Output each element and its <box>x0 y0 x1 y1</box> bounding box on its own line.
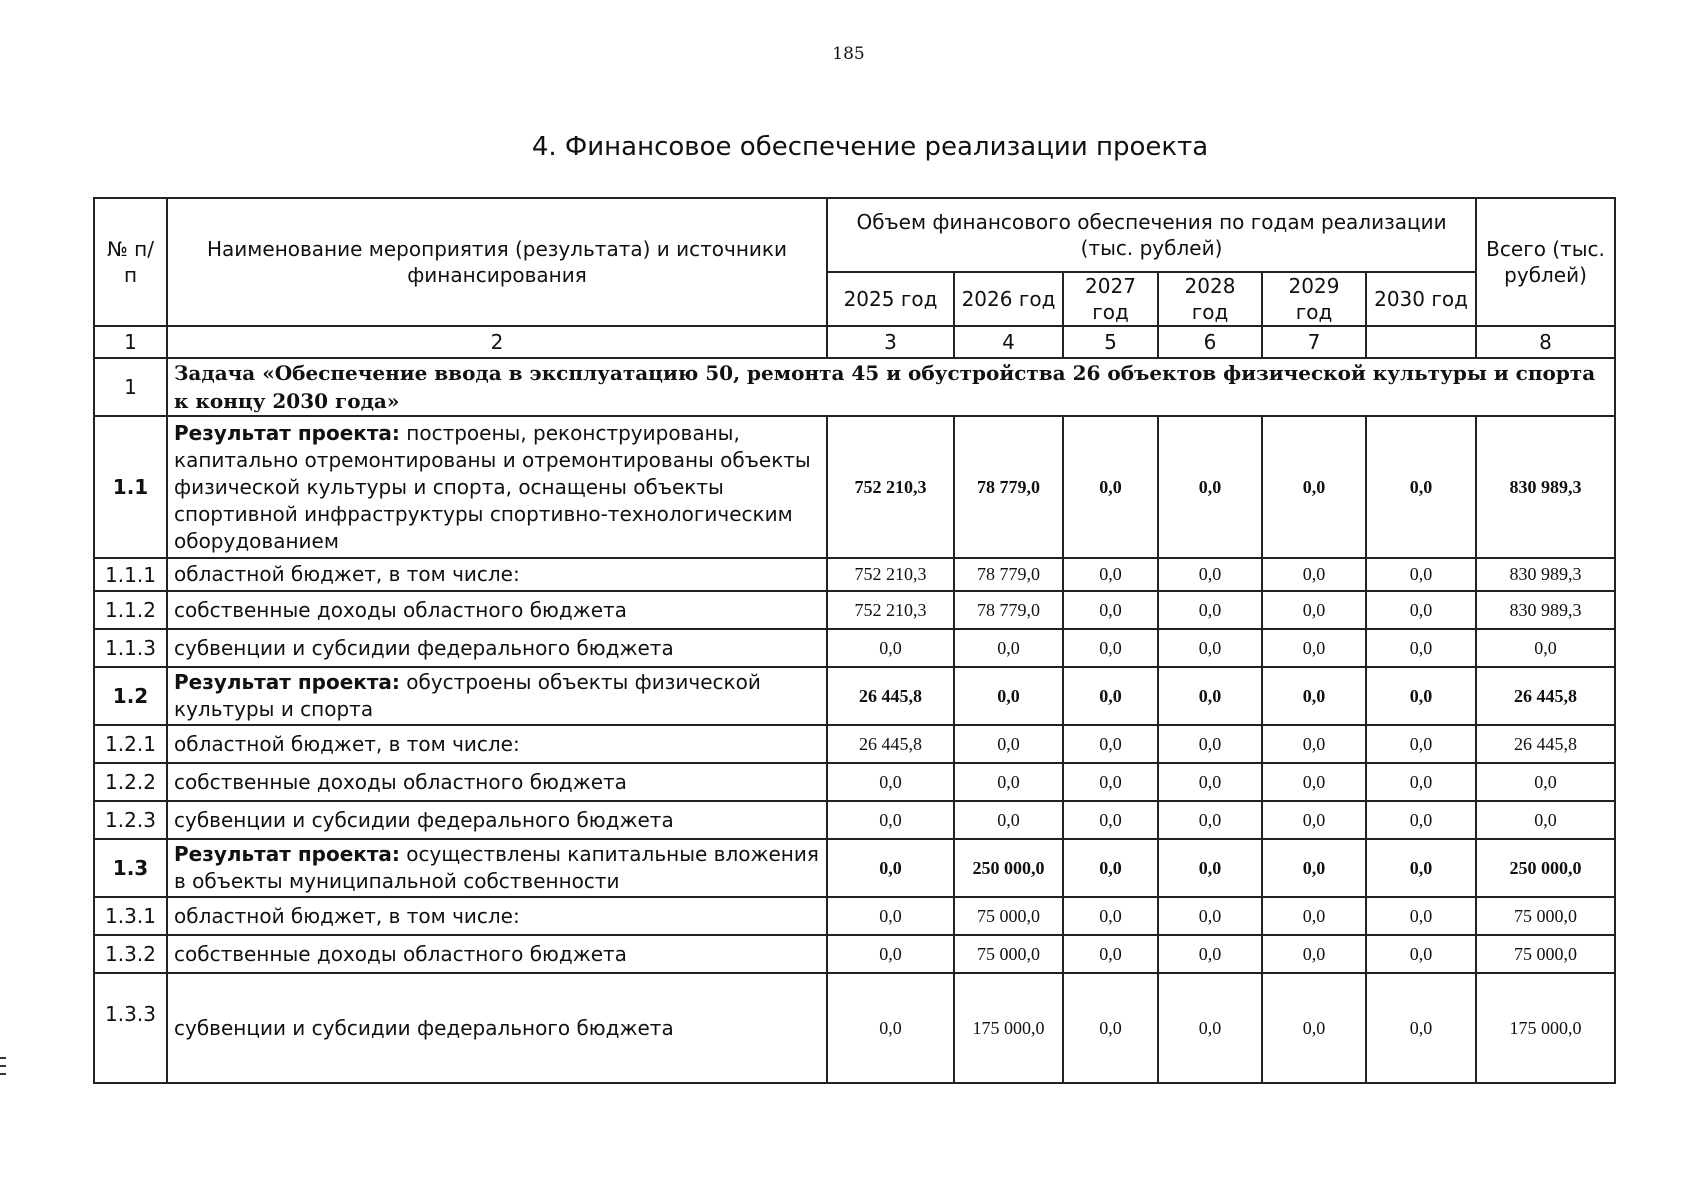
row-value: 26 445,8 <box>827 725 954 763</box>
result-label: Результат проекта: <box>174 842 400 866</box>
row-label <box>167 801 827 839</box>
row-value: 0,0 <box>1366 763 1476 801</box>
result-label: Результат проекта: <box>174 420 400 445</box>
row-value: 250 000,0 <box>954 839 1063 897</box>
row-label-text: осуществлены капитальные вложения в объекты муниципальной собственности <box>174 842 819 893</box>
row-value: 0,0 <box>1063 667 1158 725</box>
row-value: 0,0 <box>1366 897 1476 935</box>
row-number: 1.2.1 <box>94 725 167 763</box>
row-total: 830 989,3 <box>1476 591 1615 629</box>
row-label-text: областной бюджет, в том числе: <box>174 562 520 586</box>
row-total: 250 000,0 <box>1476 839 1615 897</box>
header-year: 2029 год <box>1262 272 1366 326</box>
row-total: 75 000,0 <box>1476 897 1615 935</box>
row-value: 0,0 <box>1158 667 1262 725</box>
row-value: 0,0 <box>1366 973 1476 1083</box>
row-value: 0,0 <box>1063 839 1158 897</box>
header-year: 2025 год <box>827 272 954 326</box>
row-label-text: построены, реконструированы, капитально отремонтированы и отремонтированы объекты физической культуры и спорта, оснащены объекты спортивной инфраструктуры спортивно-технологическим оборудованием <box>174 420 811 553</box>
table-row <box>94 763 1615 801</box>
row-value: 0,0 <box>1262 763 1366 801</box>
row-value: 78 779,0 <box>954 416 1063 558</box>
row-value: 0,0 <box>1262 973 1366 1083</box>
row-total: 0,0 <box>1476 801 1615 839</box>
table-row <box>94 801 1615 839</box>
row-value: 0,0 <box>1063 629 1158 667</box>
row-label <box>167 763 827 801</box>
row-value: 0,0 <box>954 667 1063 725</box>
row-value: 0,0 <box>1366 629 1476 667</box>
task-row <box>94 358 1615 416</box>
table-row <box>94 629 1615 667</box>
row-total: 830 989,3 <box>1476 416 1615 558</box>
col-number: 5 <box>1063 326 1158 358</box>
col-number: 6 <box>1158 326 1262 358</box>
header-volume: Объем финансового обеспечения по годам реализации (тыс. рублей) <box>827 198 1476 272</box>
row-label-text: собственные доходы областного бюджета <box>174 941 627 966</box>
header-year: 2027 год <box>1063 272 1158 326</box>
row-total: 830 989,3 <box>1476 558 1615 591</box>
row-value: 0,0 <box>1063 416 1158 558</box>
row-label <box>167 629 827 667</box>
table-row <box>94 897 1615 935</box>
row-value: 0,0 <box>1063 801 1158 839</box>
row-value: 0,0 <box>1262 897 1366 935</box>
header-row-1 <box>94 198 1615 272</box>
row-value: 0,0 <box>1158 801 1262 839</box>
col-number: 1 <box>94 326 167 358</box>
row-value: 0,0 <box>827 801 954 839</box>
col-number: 3 <box>827 326 954 358</box>
row-number: 1.1.2 <box>94 591 167 629</box>
row-number: 1.1 <box>94 416 167 558</box>
row-value: 0,0 <box>827 935 954 973</box>
row-value: 0,0 <box>1158 935 1262 973</box>
row-value: 0,0 <box>1158 839 1262 897</box>
row-label <box>167 416 827 558</box>
table-body <box>94 416 1615 1083</box>
row-label-text: областной бюджет, в том числе: <box>174 731 520 756</box>
header-total: Всего (тыс. рублей) <box>1476 198 1615 326</box>
row-total: 75 000,0 <box>1476 935 1615 973</box>
row-value: 0,0 <box>1262 801 1366 839</box>
row-value: 0,0 <box>1262 839 1366 897</box>
table-row <box>94 935 1615 973</box>
row-label <box>167 667 827 725</box>
row-label-text: субвенции и субсидии федерального бюджета <box>174 807 674 832</box>
row-number: 1.1.3 <box>94 629 167 667</box>
row-value: 0,0 <box>1262 935 1366 973</box>
row-value: 752 210,3 <box>827 591 954 629</box>
row-total: 26 445,8 <box>1476 725 1615 763</box>
row-value: 0,0 <box>1063 897 1158 935</box>
header-name: Наименование мероприятия (результата) и источники финансирования <box>167 198 827 326</box>
row-value: 0,0 <box>1158 416 1262 558</box>
row-value: 0,0 <box>1063 763 1158 801</box>
row-value: 0,0 <box>1366 725 1476 763</box>
table-row <box>94 558 1615 591</box>
header-num: № п/п <box>94 198 167 326</box>
row-value: 0,0 <box>1366 416 1476 558</box>
row-label <box>167 725 827 763</box>
row-value: 0,0 <box>1158 973 1262 1083</box>
row-value: 752 210,3 <box>827 558 954 591</box>
row-value: 0,0 <box>1158 629 1262 667</box>
col-number <box>1366 326 1476 358</box>
table-row <box>94 591 1615 629</box>
row-value: 0,0 <box>1262 558 1366 591</box>
task-num: 1 <box>94 358 167 416</box>
header-year: 2026 год <box>954 272 1063 326</box>
section-title: 4. Финансовое обеспечение реализации проекта <box>531 132 1209 162</box>
row-value: 0,0 <box>827 629 954 667</box>
row-label-text: собственные доходы областного бюджета <box>174 597 627 622</box>
row-label-text: областной бюджет, в том числе: <box>174 903 520 928</box>
row-label <box>167 935 827 973</box>
row-value: 0,0 <box>954 801 1063 839</box>
column-number-row <box>94 326 1615 358</box>
row-value: 0,0 <box>1158 591 1262 629</box>
row-value: 0,0 <box>1158 897 1262 935</box>
row-number: 1.2.2 <box>94 763 167 801</box>
row-value: 0,0 <box>1063 725 1158 763</box>
row-label <box>167 897 827 935</box>
row-value: 0,0 <box>1158 725 1262 763</box>
row-value: 0,0 <box>1262 591 1366 629</box>
row-value: 0,0 <box>1366 839 1476 897</box>
row-number: 1.2 <box>94 667 167 725</box>
row-label <box>167 973 827 1083</box>
row-value: 0,0 <box>1366 591 1476 629</box>
row-value: 0,0 <box>1063 973 1158 1083</box>
row-label <box>167 839 827 897</box>
row-value: 0,0 <box>1366 667 1476 725</box>
row-value: 0,0 <box>1158 558 1262 591</box>
row-number: 1.3.3 <box>94 973 167 1083</box>
row-number: 1.3.2 <box>94 935 167 973</box>
row-total: 26 445,8 <box>1476 667 1615 725</box>
result-label: Результат проекта: <box>174 670 400 694</box>
row-value: 0,0 <box>1366 801 1476 839</box>
row-value: 75 000,0 <box>954 935 1063 973</box>
scan-margin-marks <box>0 1057 6 1081</box>
table-row <box>94 725 1615 763</box>
row-value: 78 779,0 <box>954 558 1063 591</box>
finance-table <box>93 197 1616 1084</box>
row-value: 0,0 <box>1262 667 1366 725</box>
col-number: 4 <box>954 326 1063 358</box>
row-value: 26 445,8 <box>827 667 954 725</box>
row-number: 1.2.3 <box>94 801 167 839</box>
row-value: 0,0 <box>954 763 1063 801</box>
row-value: 0,0 <box>827 839 954 897</box>
row-value: 175 000,0 <box>954 973 1063 1083</box>
row-value: 0,0 <box>1366 935 1476 973</box>
table-row <box>94 416 1615 558</box>
col-number: 7 <box>1262 326 1366 358</box>
row-value: 0,0 <box>1063 558 1158 591</box>
row-value: 0,0 <box>1063 591 1158 629</box>
row-value: 0,0 <box>1262 416 1366 558</box>
row-total: 0,0 <box>1476 629 1615 667</box>
row-number: 1.1.1 <box>94 558 167 591</box>
row-value: 75 000,0 <box>954 897 1063 935</box>
row-label-text: субвенции и субсидии федерального бюджета <box>174 635 674 660</box>
page-number: 185 <box>832 44 865 64</box>
row-number: 1.3 <box>94 839 167 897</box>
row-value: 0,0 <box>827 763 954 801</box>
table-row <box>94 667 1615 725</box>
row-value: 0,0 <box>954 629 1063 667</box>
row-label <box>167 558 827 591</box>
row-label <box>167 591 827 629</box>
row-total: 175 000,0 <box>1476 973 1615 1083</box>
row-label-text: собственные доходы областного бюджета <box>174 769 627 794</box>
row-value: 752 210,3 <box>827 416 954 558</box>
row-value: 78 779,0 <box>954 591 1063 629</box>
row-value: 0,0 <box>1262 725 1366 763</box>
col-number: 2 <box>167 326 827 358</box>
row-value: 0,0 <box>1158 763 1262 801</box>
table-row <box>94 839 1615 897</box>
row-value: 0,0 <box>827 973 954 1083</box>
row-label-text: субвенции и субсидии федерального бюджета <box>174 1015 674 1040</box>
col-number: 8 <box>1476 326 1615 358</box>
task-text: Задача «Обеспечение ввода в эксплуатацию 50, ремонта 45 и обустройства 26 объектов физической культуры и спорта к концу 2030 года» <box>167 358 1615 416</box>
row-value: 0,0 <box>954 725 1063 763</box>
row-value: 0,0 <box>1366 558 1476 591</box>
row-label-text: обустроены объекты физической культуры и спорта <box>174 670 761 721</box>
table-row <box>94 973 1615 1083</box>
row-total: 0,0 <box>1476 763 1615 801</box>
row-number: 1.3.1 <box>94 897 167 935</box>
row-value: 0,0 <box>1262 629 1366 667</box>
row-value: 0,0 <box>1063 935 1158 973</box>
header-year: 2028 год <box>1158 272 1262 326</box>
header-year: 2030 год <box>1366 272 1476 326</box>
row-value: 0,0 <box>827 897 954 935</box>
